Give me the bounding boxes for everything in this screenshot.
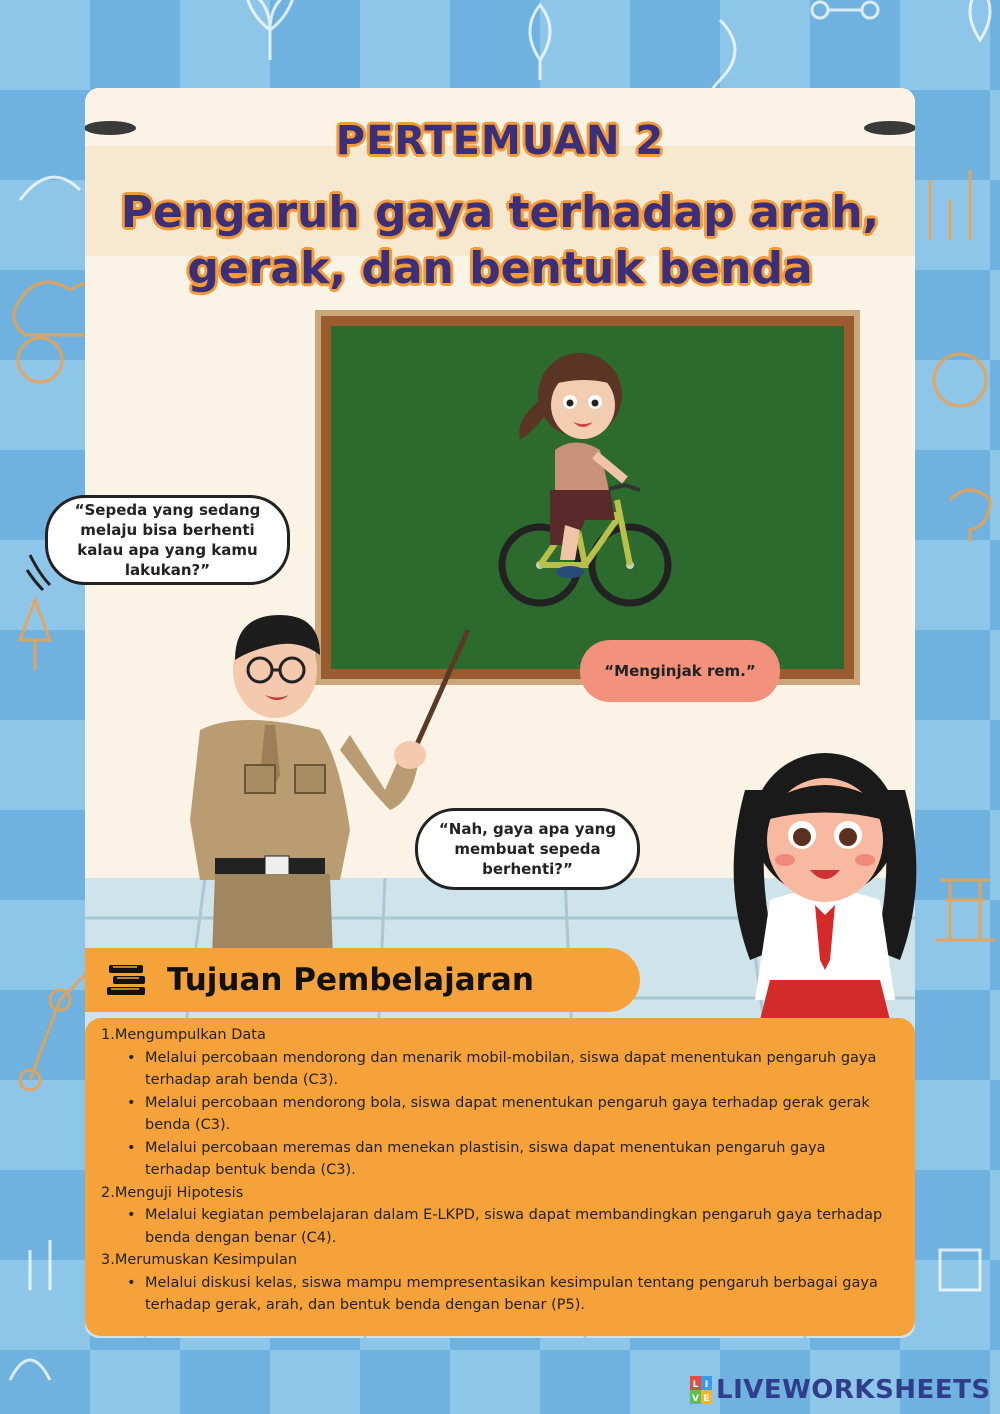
svg-text:L: L xyxy=(692,1380,699,1390)
objective-list xyxy=(101,1204,895,1249)
objective-item: • Melalui percobaan mendorong bola, siswa dapat menentukan pengaruh gaya terhadap gerak gerak benda (C3). xyxy=(127,1092,895,1137)
objective-item: • Melalui diskusi kelas, siswa mampu mempresentasikan kesimpulan tentang pengaruh berbagai gaya terhadap gerak, arah, dan bentuk benda dengan benar (P5). xyxy=(127,1272,895,1317)
liveworksheets-logo-icon xyxy=(690,1376,712,1404)
svg-text:E: E xyxy=(703,1394,710,1404)
objectives-title: Tujuan Pembelajaran xyxy=(167,962,534,998)
student-answer-bubble: “Menginjak rem.” xyxy=(580,640,780,702)
page-title xyxy=(100,185,900,297)
page-title-line-2: gerak, dan bentuk benda xyxy=(187,243,813,294)
liveworksheets-brand[interactable] xyxy=(690,1372,991,1408)
speech-lines-icon xyxy=(25,545,55,595)
girl-cycling-illustration xyxy=(495,340,680,620)
objective-group-heading: 1.Mengumpulkan Data xyxy=(101,1027,266,1043)
objective-list xyxy=(101,1272,895,1317)
teacher-followup-bubble: “Nah, gaya apa yang membuat sepeda berhenti?” xyxy=(415,808,640,890)
brand-name[interactable]: LIVEWORKSHEETS xyxy=(716,1375,991,1405)
meeting-label: PERTEMUAN 2 xyxy=(335,118,665,164)
objective-group-heading: 3.Merumuskan Kesimpulan xyxy=(101,1252,298,1268)
svg-text:I: I xyxy=(704,1380,709,1390)
objective-group-heading: 2.Menguji Hipotesis xyxy=(101,1184,244,1201)
teacher-question-bubble: “Sepeda yang sedang melaju bisa berhenti kalau apa yang kamu lakukan?” xyxy=(45,495,290,585)
page-title-line-1: Pengaruh gaya terhadap arah, xyxy=(120,187,880,238)
objectives-panel xyxy=(85,1018,915,1336)
objective-list xyxy=(101,1047,895,1182)
objective-item: • Melalui kegiatan pembelajaran dalam E-LKPD, siswa dapat membandingkan pengaruh gaya terhadap benda dengan benar (C4). xyxy=(127,1204,895,1249)
schoolgirl-illustration xyxy=(730,730,920,1020)
objective-item: • Melalui percobaan mendorong dan menarik mobil-mobilan, siswa dapat menentukan pengaruh gaya terhadap arah benda (C3). xyxy=(127,1047,895,1092)
books-icon xyxy=(105,962,149,998)
objective-item: • Melalui percobaan meremas dan menekan plastisin, siswa dapat menentukan pengaruh gaya terhadap bentuk benda (C3). xyxy=(127,1137,895,1182)
objectives-header xyxy=(85,948,640,1012)
svg-text:V: V xyxy=(692,1394,699,1404)
